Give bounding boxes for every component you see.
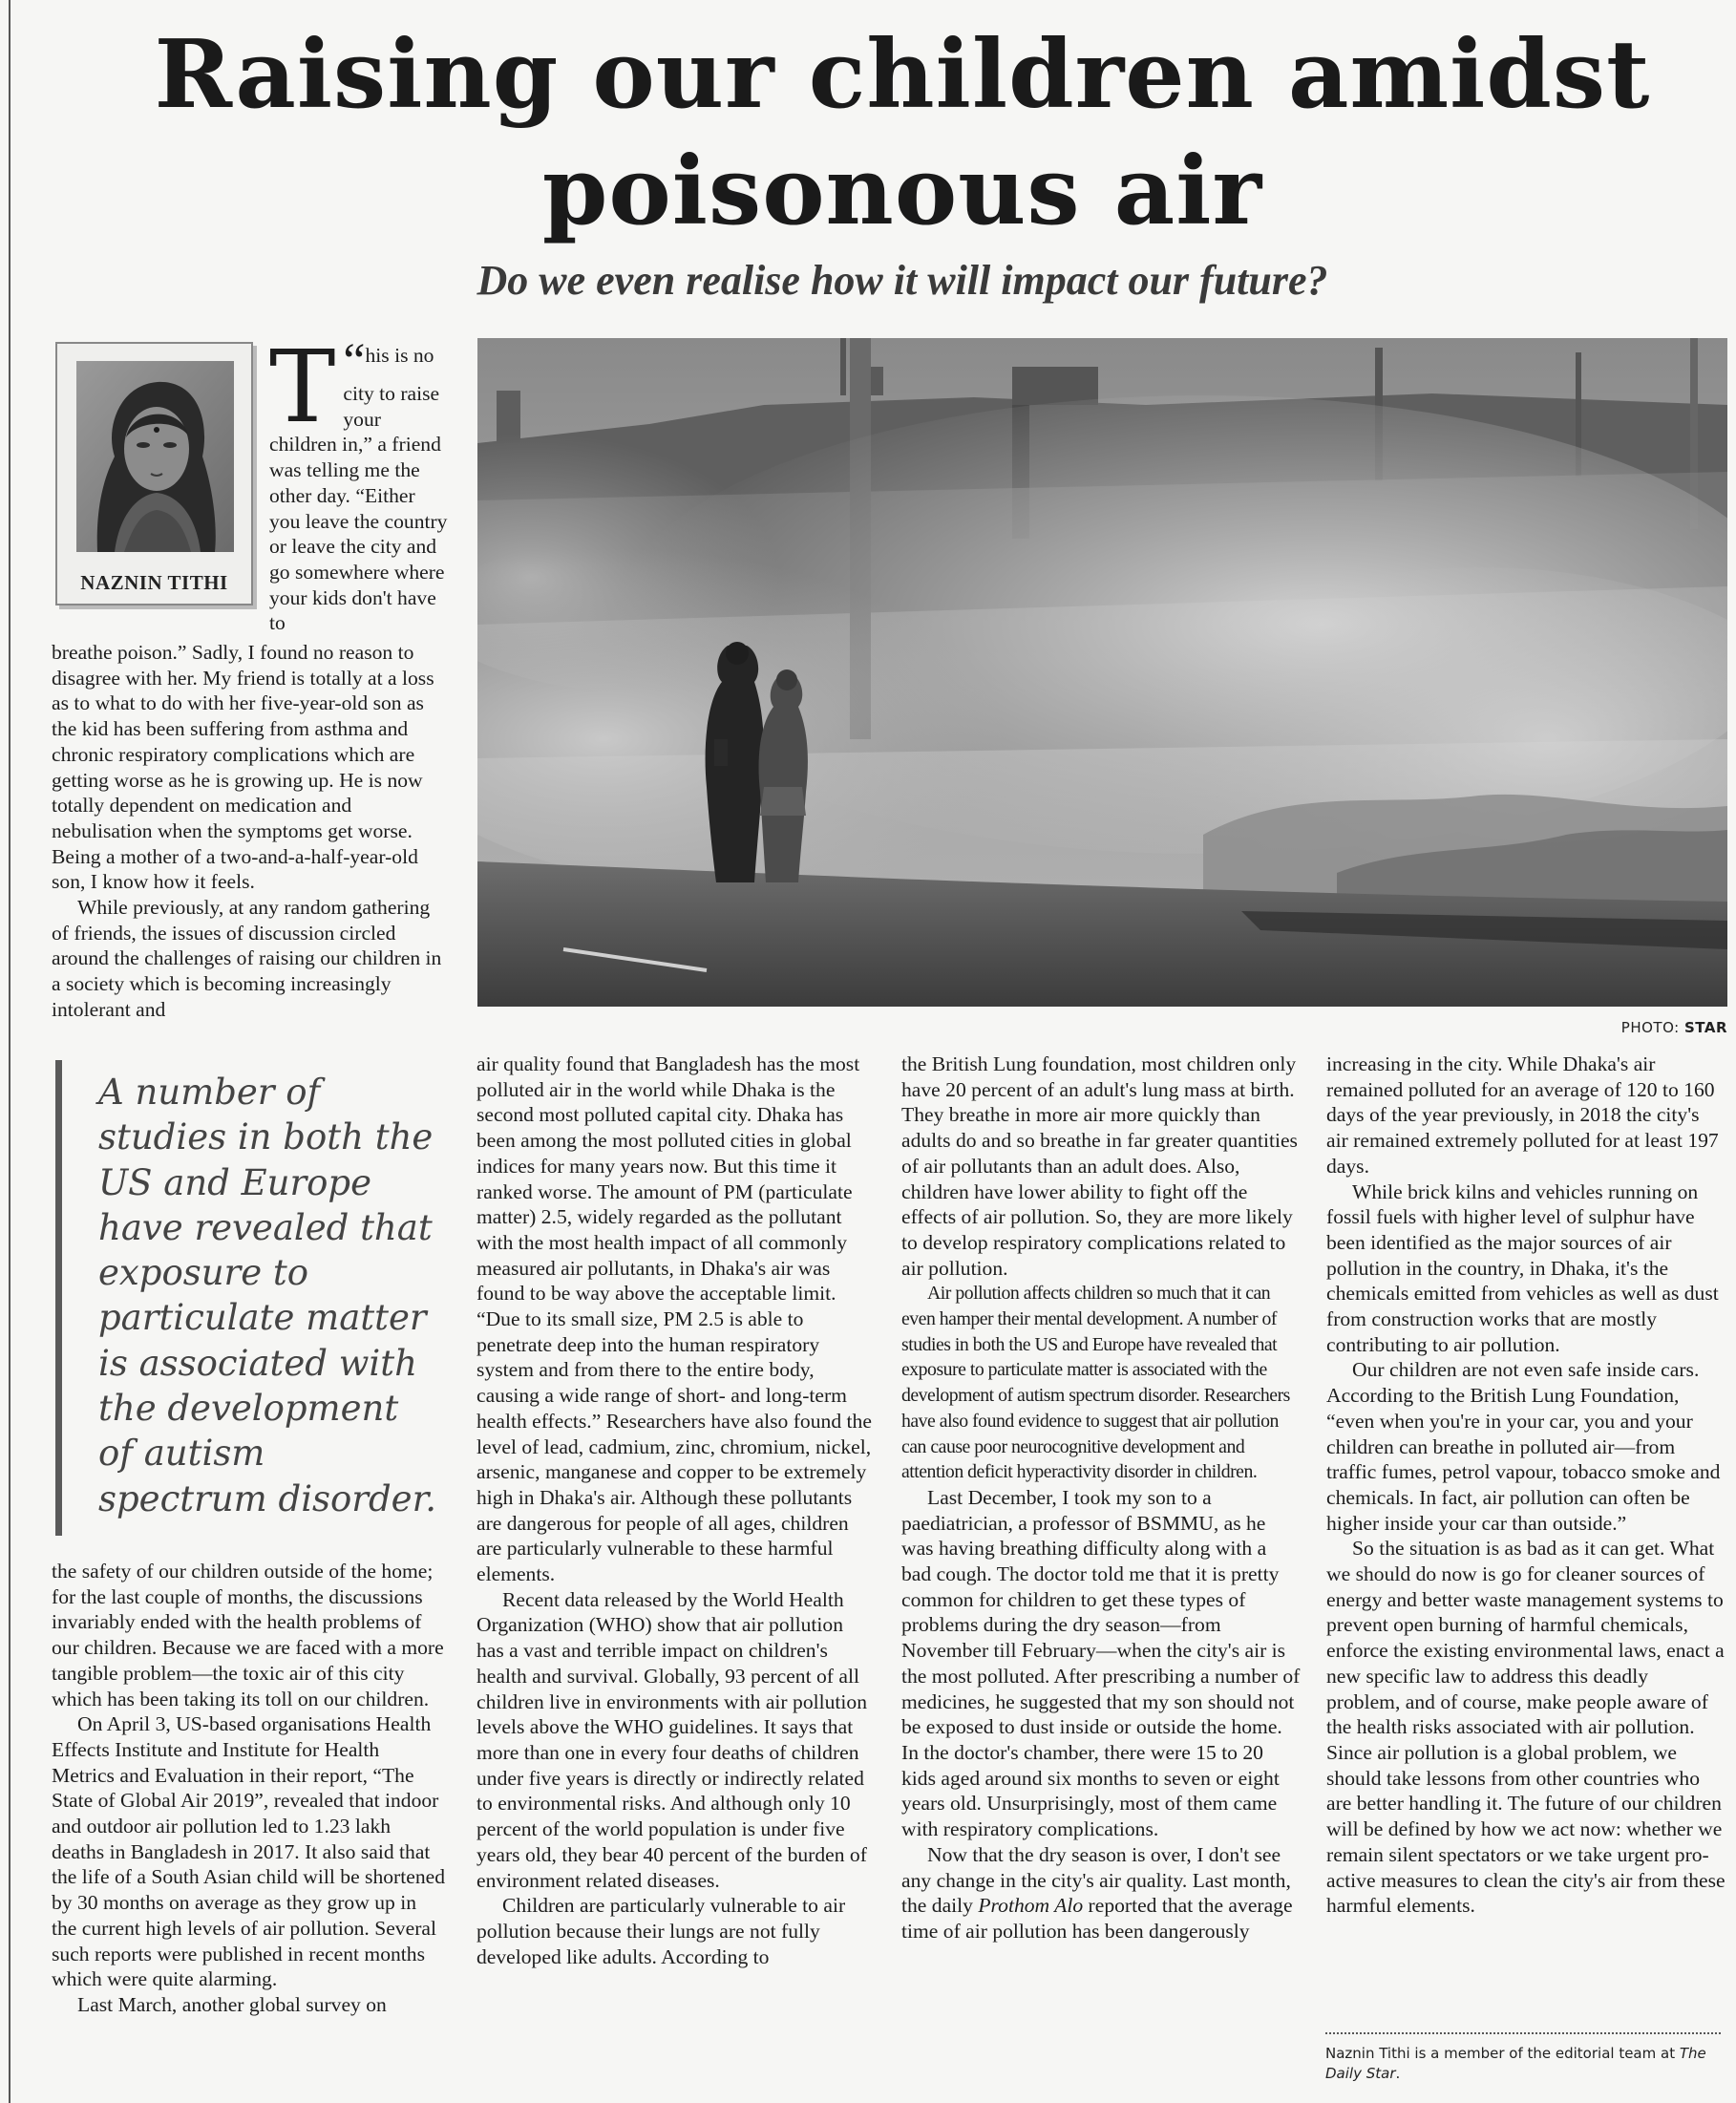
paragraph-december: Last December, I took my son to a paediatrician, a professor of BSMMU, as he was having breathing difficulty along with a bad cough. The doctor told me that it is pretty common for children to get these types of problems during the dry season—from November till February—when the city's air is the most polluted. After prescribing a number of medicines, he suggested that my son should not be exposed to dust inside or outside the home. In the doctor's chamber, there were 15 to 20 kids aged around six months to seven or eight years old. Unsurprisingly, most of them came with respiratory complications. [901, 1485, 1301, 1841]
intro-wide-text: breathe poison.” Sadly, I found no reason to disagree with her. My friend is totally at a loss as to what to do with her five-year-old son as the kid has been suffering from asthma and chronic respiratory complications which are getting worse as he is growing up. He is now totally dependent on medication and nebulisation when the symptoms get worse. Being a mother of a two-and-a-half-year-old son, I know how it feels. [52, 641, 434, 894]
column-2 [476, 1052, 876, 1969]
column-1-lower [52, 1559, 445, 2018]
column-3 [901, 1052, 1301, 1944]
paragraph-dry-season [901, 1842, 1301, 1944]
intro-column-narrow [269, 329, 451, 636]
smog-scene-image [477, 338, 1727, 1007]
paragraph-conclusion: So the situation is as bad as it can get. What we should do now is go for cleaner sources of energy and better waste management systems to prevent open burning of harmful chemicals, enforce the existing environmental laws, enact a new specific law to address this deadly problem, and of course, make people aware of the health risks associated with air pollution. Since air pollution is a global problem, we should take lessons from other countries who are better handling it. The future of our children will be defined by how we act now: whether we remain silent spectators or we take urgent pro-active measures to clean the city's air from these harmful elements. [1326, 1537, 1725, 1918]
dry-season-text-b: reported that the average time of air pollution has been dangerously [901, 1894, 1293, 1943]
headline [57, 17, 1736, 250]
author-photo [76, 361, 234, 552]
paragraph-vulnerable: Children are particularly vulnerable to air pollution because their lungs are not fully developed like adults. According to [476, 1894, 846, 1968]
author-name: NAZNIN TITHI [80, 571, 228, 594]
author-bio-text: Naznin Tithi is a member of the editorial team at [1325, 2045, 1680, 2062]
paragraph-vulnerable-cont: the British Lung foundation, most children only have 20 percent of an adult's lung mass at birth. They breathe in more air more quickly than adults do and so breathe in far greater quantities of air pollutants than an adult does. Also, children have lower ability to fight off the effects of air pollution. So, they are more likely to develop respiratory complications related to air pollution. [901, 1052, 1298, 1280]
photo-credit-source: STAR [1683, 1019, 1727, 1036]
author-bio-paper: The Daily Star [1325, 2045, 1706, 2082]
smog-photo [477, 338, 1727, 1007]
page-margin-rule [9, 0, 11, 2103]
photo-credit-label: PHOTO: [1620, 1019, 1680, 1036]
prothom-alo: Prothom Alo [978, 1894, 1084, 1918]
author-bio [1325, 2044, 1726, 2084]
paragraph-april: On April 3, US-based organisations Health Effects Institute and Institute for Health Metrics and Evaluation in their report, “The State of Global Air 2019”, revealed that indoor and outdoor air pollution led to 1.23 lakh deaths in Bangladesh in 2017. It also said that the life of a South Asian child will be shortened by 30 months on average as they grow up in the current high levels of air pollution. Several such reports were published in recent months which were quite alarming. [52, 1712, 445, 1991]
column-4 [1326, 1052, 1725, 1919]
intro-narrow-text: his is no city to raise your children in,” a friend was telling me the other day. “Either you leave the country or leave the city and go somewhere where your kids don't have to [269, 344, 448, 635]
paragraph-last-march: Last March, another global survey on [77, 1992, 387, 2016]
subheadline: Do we even realise how it will impact our future? [476, 257, 1328, 304]
photo-credit [1621, 1019, 1727, 1036]
pull-quote-text: A number of studies in both the US and Europe have revealed that exposure to particulate matter is associated with the development of autism spectrum disorder. [98, 1072, 436, 1519]
paragraph-brick-kilns: While brick kilns and vehicles running on fossil fuels with higher level of sulphur have been identified as the major sources of air pollution in the country, in Dhaka, it's the chemicals emitted from vehicles as well as dust from construction works that are mostly contributing to air pollution. [1326, 1179, 1719, 1356]
paragraph-dry-season-cont: increasing in the city. While Dhaka's air remained polluted for an average of 120 to 160 days of the year previously, in 2018 the city's air remained extremely polluted for at least 197 days. [1326, 1052, 1719, 1178]
headline-line-2: poisonous air [541, 137, 1263, 246]
author-bio-end: . [1395, 2065, 1401, 2082]
paragraph-gatherings-cont: the safety of our children outside of the home; for the last couple of months, the discussions invariably ended with the health problems of our children. Because we are faced with a more tangible problem—the toxic air of this city which has been taking its toll on our children. [52, 1560, 444, 1710]
paragraph-gatherings: While previously, at any random gathering of friends, the issues of discussion circled around the challenges of raising our children in a society which is becoming increasingly intolerant and [52, 896, 442, 1021]
headline-line-1: Raising our children amidst [154, 20, 1651, 130]
drop-cap: T [269, 329, 336, 445]
pull-quote [55, 1060, 437, 1536]
paragraph-march-cont: air quality found that Bangladesh has the most polluted air in the world while Dhaka is the second most polluted capital city. Dhaka has been among the most polluted cities in global indices for many years now. But this time it ranked worse. The amount of PM (particulate matter) 2.5, widely regarded as the pollutant with the most health impact of all commonly measured air pollutants, in Dhaka's air was found to be way above the acceptable limit. “Due to its small size, PM 2.5 is able to penetrate deep into the human respiratory system and from there to the entire body, causing a wide range of short- and long-term health effects.” Researchers have also found the level of lead, cadmium, zinc, chromium, nickel, arsenic, manganese and copper to be extremely high in Dhaka's air. Although these pollutants are dangerous for people of all ages, children are particularly vulnerable to these harmful elements. [476, 1052, 872, 1586]
opening-quote-mark: “ [343, 334, 366, 389]
bio-divider [1325, 2032, 1721, 2034]
dry-season-text-a: Now that the dry season is over, I don't see any change in the city's air quality. Last month, the daily [901, 1842, 1291, 1918]
author-box [55, 342, 253, 605]
intro-column-wide [52, 640, 445, 1023]
paragraph-who: Recent data released by the World Health Organization (WHO) show that air pollution has a vast and terrible impact on children's health and survival. Globally, 93 percent of all children live in environments with air pollution levels above the WHO guidelines. It says that more than one in every four deaths of children under five years is directly or indirectly related to environmental risks. And although only 10 percent of the world population is under five years old, they bear 40 percent of the burden of environment related diseases. [476, 1587, 868, 1892]
paragraph-mental: Air pollution affects children so much that it can even hamper their mental development. A number of studies in both the US and Europe have revealed that exposure to particulate matter is associated with the development of autism spectrum disorder. Researchers have also found evidence to suggest that air pollution can cause poor neurocognitive development and attention deficit hyperactivity disorder in children. [901, 1283, 1290, 1483]
author-portrait-image [76, 361, 234, 552]
paragraph-cars: Our children are not even safe inside cars. According to the British Lung Foundation, “even when you're in your car, you and your children can breathe in polluted air—from traffic fumes, petrol vapour, tobacco smoke and chemicals. In fact, air pollution can often be higher inside your car than outside.” [1326, 1358, 1721, 1535]
